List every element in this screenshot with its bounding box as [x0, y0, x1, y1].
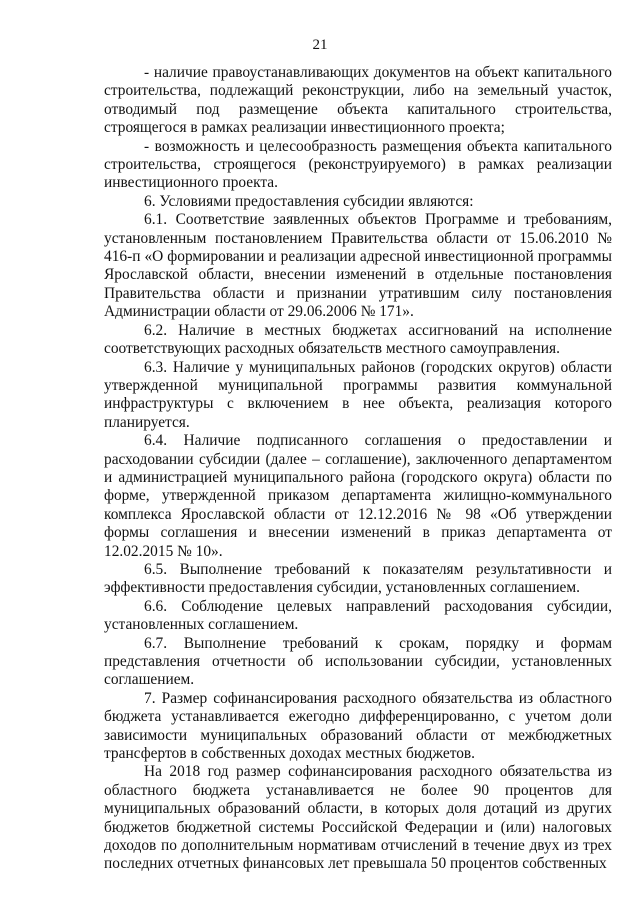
paragraph-condition-6-7: 6.7. Выполнение требований к срокам, порядку и формам представления отчетности об использовании субсидии, установленных соглашением.	[104, 634, 612, 689]
paragraph-cofinancing-7: 7. Размер софинансирования расходного обязательства из областного бюджета устанавливается ежегодно дифференцированно, с учетом доли зависимости муниципальных образований области от межбюджетных трансфертов в собственных доходах местных бюджетов.	[104, 689, 612, 763]
paragraph-cofinancing-2018: На 2018 год размер софинансирования расходного обязательства из областного бюджета устанавливается не более 90 процентов для муниципальных образований области, в которых доля дотаций из других бюджетов бюджетной системы Российской Федерации и (или) налоговых доходов по дополнительным нормативам отчислений в течение двух из трех последних отчетных финансовых лет превышала 50 процентов собственных	[104, 763, 612, 873]
paragraph-subsidy-conditions-heading: 6. Условиями предоставления субсидии являются:	[144, 192, 474, 210]
document-body	[104, 64, 612, 874]
page-number: 21	[312, 37, 328, 53]
paragraph-condition-6-4: 6.4. Наличие подписанного соглашения о предоставлении и расходовании субсидии (далее – соглашение), заключенного департаментом и администрацией муниципального района (городского округа) области по форме, утвержденной приказом департамента жилищно-коммунального комплекса Ярославской области от 12.12.2016 № 98 «Об утверждении формы соглашения и внесении изменений в приказ департамента от 12.02.2015 № 10».	[104, 432, 612, 560]
paragraph-condition-6-5: 6.5. Выполнение требований к показателям результативности и эффективности предоставления субсидии, установленных соглашением.	[104, 560, 612, 597]
paragraph-condition-6-2: 6.2. Наличие в местных бюджетах ассигнований на исполнение соответствующих расходных обязательств местного самоуправления.	[104, 321, 612, 358]
paragraph-ownership-documents: - наличие правоустанавливающих документов на объект капитального строительства, подлежащий реконструкции, либо на земельный участок, отводимый под размещение объекта капитального строительства, строящегося в рамках реализации инвестиционного проекта;	[104, 64, 612, 137]
paragraph-placement-feasibility: - возможность и целесообразность размещения объекта капитального строительства, строящегося (реконструируемого) в рамках реализации инвестиционного проекта.	[104, 137, 612, 192]
paragraph-condition-6-1: 6.1. Соответствие заявленных объектов Программе и требованиям, установленным постановлением Правительства области от 15.06.2010 № 416-п «О формировании и реализации адресной инвестиционной программы Ярославской области, внесении изменений в отдельные постановления Правительства области и признании утратившим силу постановления Администрации области от 29.06.2006 № 171».	[104, 211, 612, 321]
paragraph-condition-6-3: 6.3. Наличие у муниципальных районов (городских округов) области утвержденной муниципальной программы развития коммунальной инфраструктуры с включением в нее объекта, реализация которого планируется.	[104, 358, 612, 431]
paragraph-condition-6-6: 6.6. Соблюдение целевых направлений расходования субсидии, установленных соглашением.	[104, 597, 612, 634]
